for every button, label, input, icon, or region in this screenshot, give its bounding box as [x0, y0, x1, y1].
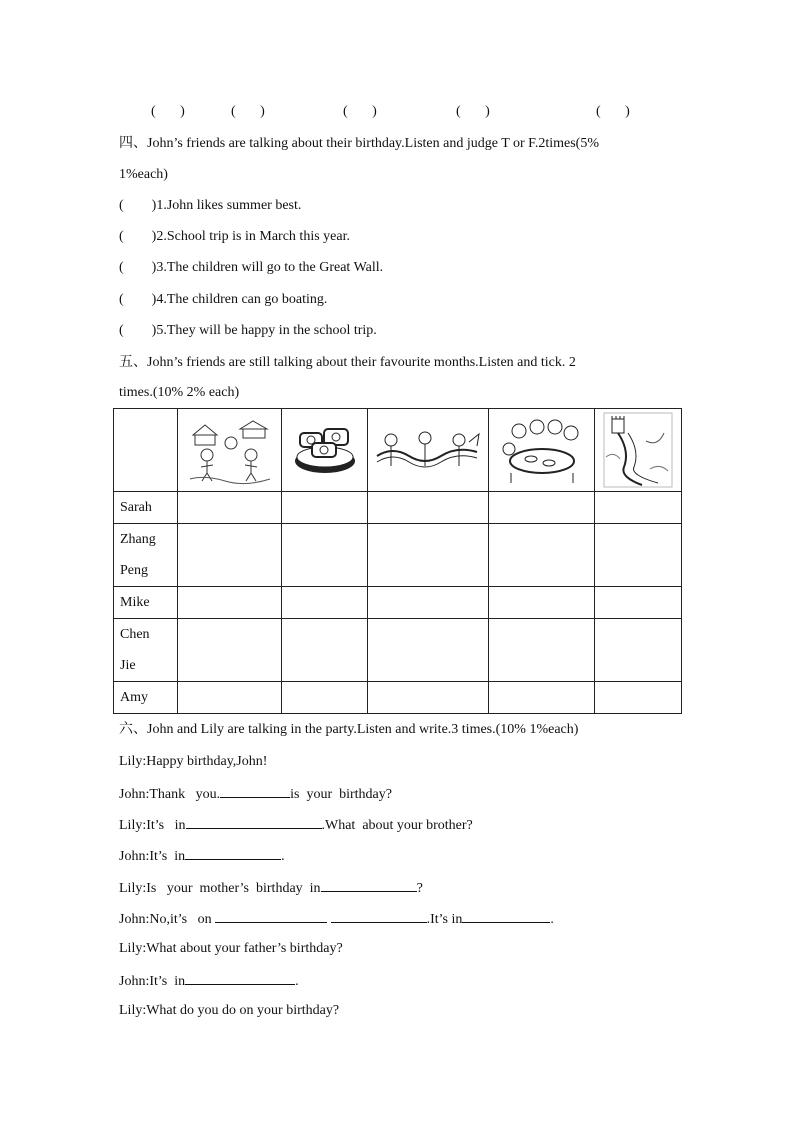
student-name: Mike [114, 587, 178, 619]
tick-cell[interactable] [595, 524, 682, 587]
tick-cell[interactable] [178, 619, 282, 682]
tick-cell[interactable] [595, 682, 682, 714]
section5-title: 五、John’s friends are still talking about their favourite months.Listen and tick. 2 [119, 355, 576, 370]
answer-blank[interactable] [185, 972, 295, 985]
family-dinner-picture [489, 409, 595, 492]
corner-cell [114, 409, 178, 492]
dialogue-line-6: John:No,it’s on .It’s in . [119, 912, 554, 927]
answer-paren-2[interactable]: ( ) [231, 104, 265, 119]
section4-title: 四、John’s friends are talking about their birthday.Listen and judge T or F.2times(5% [119, 136, 599, 151]
dialogue-line-8: John:It’s in . [119, 974, 299, 989]
student-row-amy [114, 682, 682, 714]
dialogue-line-3: Lily:It’s in .What about your brother? [119, 818, 473, 833]
picture-header-row [114, 409, 682, 492]
answer-parentheses-row [0, 104, 794, 120]
answer-blank[interactable] [186, 816, 322, 829]
dragon-dance-picture [368, 409, 489, 492]
answer-blank[interactable] [215, 910, 327, 923]
judge-item-1 [119, 198, 301, 214]
judge-answer-paren[interactable]: ( ) [119, 292, 157, 307]
student-row-zhang-peng [114, 524, 682, 587]
student-name: Chen Jie [114, 619, 178, 682]
student-row-chen-jie [114, 619, 682, 682]
tick-cell[interactable] [489, 619, 595, 682]
judge-item-5 [119, 323, 377, 339]
answer-paren-4[interactable]: ( ) [456, 104, 490, 119]
mooncakes-picture [282, 409, 368, 492]
dialogue-line-1: Lily:Happy birthday,John! [119, 754, 268, 769]
answer-paren-3[interactable]: ( ) [343, 104, 377, 119]
dialogue-line-9: Lily:What do you do on your birthday? [119, 1003, 340, 1018]
judge-answer-paren[interactable]: ( ) [119, 323, 157, 338]
answer-paren-1[interactable]: ( ) [151, 104, 185, 119]
judge-answer-paren[interactable]: ( ) [119, 229, 157, 244]
section6-title: 六、John and Lily are talking in the party.Listen and write.3 times.(10% 1%each) [119, 722, 579, 737]
great-wall-picture [595, 409, 682, 492]
tick-cell[interactable] [489, 492, 595, 524]
tick-cell[interactable] [178, 587, 282, 619]
tick-cell[interactable] [178, 524, 282, 587]
judge-answer-paren[interactable]: ( ) [119, 260, 157, 275]
tick-cell[interactable] [489, 524, 595, 587]
answer-paren-5[interactable]: ( ) [596, 104, 630, 119]
judge-item-4 [119, 292, 327, 308]
judge-statement: 4.The children can go boating. [156, 292, 328, 307]
tick-cell[interactable] [595, 587, 682, 619]
answer-blank[interactable] [185, 847, 281, 860]
answer-blank[interactable] [220, 785, 290, 798]
tick-cell[interactable] [368, 587, 489, 619]
tick-cell[interactable] [178, 492, 282, 524]
section4-title-cont: 1%each) [119, 167, 168, 182]
dialogue-line-2: John:Thank you. is your birthday? [119, 787, 392, 802]
answer-blank[interactable] [331, 910, 427, 923]
student-name: Sarah [114, 492, 178, 524]
judge-statement: 2.School trip is in March this year. [156, 229, 350, 244]
answer-blank[interactable] [462, 910, 550, 923]
section5-title-cont: times.(10% 2% each) [119, 385, 240, 400]
tick-cell[interactable] [368, 619, 489, 682]
judge-answer-paren[interactable]: ( ) [119, 198, 157, 213]
dialogue-line-4: John:It’s in . [119, 849, 285, 864]
tick-cell[interactable] [489, 587, 595, 619]
student-name: Zhang Peng [114, 524, 178, 587]
student-name: Amy [114, 682, 178, 714]
tick-cell[interactable] [282, 619, 368, 682]
dialogue-line-7: Lily:What about your father’s birthday? [119, 941, 343, 956]
tick-cell[interactable] [282, 524, 368, 587]
tick-cell[interactable] [368, 682, 489, 714]
tick-cell[interactable] [595, 619, 682, 682]
tick-table [113, 408, 682, 714]
judge-statement: 1.John likes summer best. [156, 198, 302, 213]
judge-item-2 [119, 229, 350, 245]
tick-cell[interactable] [368, 492, 489, 524]
tick-cell[interactable] [282, 492, 368, 524]
tick-cell[interactable] [595, 492, 682, 524]
tick-cell[interactable] [368, 524, 489, 587]
tick-cell[interactable] [282, 682, 368, 714]
judge-item-3 [119, 260, 383, 276]
answer-blank[interactable] [321, 879, 417, 892]
tick-cell[interactable] [489, 682, 595, 714]
tick-cell[interactable] [282, 587, 368, 619]
children-playing-picture [178, 409, 282, 492]
judge-statement: 3.The children will go to the Great Wall. [156, 260, 384, 275]
dialogue-line-5: Lily:Is your mother’s birthday in ? [119, 881, 423, 896]
judge-statement: 5.They will be happy in the school trip. [156, 323, 377, 338]
student-row-mike [114, 587, 682, 619]
student-row-sarah [114, 492, 682, 524]
tick-cell[interactable] [178, 682, 282, 714]
